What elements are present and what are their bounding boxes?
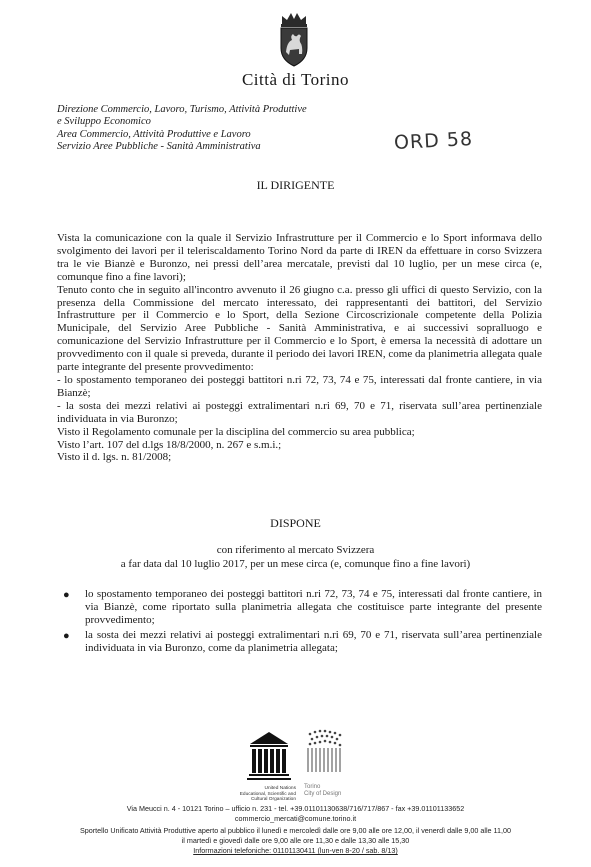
footer-hours: il martedì e giovedì dalle ore 9,00 alle ore 11,30 e dalle 13,30 alle 15,30 (181, 836, 410, 845)
department-block (57, 104, 307, 154)
caption-line: Cultural Organization (250, 797, 296, 803)
preamble-paragraph: Visto l’art. 107 del d.lgs 18/8/2000, n. 267 e s.m.i.; (57, 438, 282, 451)
city-name: Città di Torino (241, 70, 350, 89)
department-line: e Sviluppo Economico (57, 116, 151, 128)
document-title: IL DIRIGENTE (256, 178, 335, 192)
department-line: Servizio Aree Pubbliche - Sanità Amministrativa (57, 141, 261, 153)
footer-address: Via Meucci n. 4 - 10121 Torino – ufficio n. 231 - tel. +39.01101130638/716/717/867 - fax +39.01101133652 (126, 804, 465, 813)
preamble-paragraph: Tenuto conto che in seguito all'incontro avvenuto il 26 giugno c.a. presso gli uffici di questo Servizio, con la presenza della Commissione del mercato interessato, dei rappresentanti dei battitori, del Servizio Infrastrutture per il Commercio e lo Sport, della Sezione Circoscrizionale competente della Polizia Municipale, del Servizio Aree Pubbliche - Sanità Amministrativa, e ai successivi sopralluogo e comunicazione del Servizio Infrastrutture per il Commercio e lo Sport, è emersa la necessità di adottare un provvedimento con il quale si preveda, durante il periodo dei lavori IREN, come da planimetria allegata quale parte integrante del presente provvedimento: (57, 283, 542, 374)
dispone-intro-line: con riferimento al mercato Svizzera (216, 544, 375, 556)
caption-line: Educational, Scientific and (239, 791, 296, 797)
caption-line: Torino (304, 784, 321, 790)
preamble (57, 232, 542, 464)
phone-info-text: Informazioni telefoniche: 01101130411 (lun-ven 8-20 / sab. 8/13) (193, 846, 398, 855)
preamble-paragraph: - lo spostamento temporaneo dei posteggi battitori n.ri 72, 73, 74 e 75, interessati dal fronte cantiere, in via Bianzè; (57, 373, 542, 399)
unesco-caption (214, 786, 296, 803)
torino-creative-city-icon (304, 728, 348, 784)
list-item (57, 629, 542, 655)
dispone-intro-line: a far data dal 10 luglio 2017, per un mese circa (e, comunque fino a fine lavori) (120, 558, 471, 570)
list-item (57, 588, 542, 627)
footer-email[interactable]: commercio_mercati@comune.torino.it (234, 814, 357, 823)
footer-phone-info (0, 846, 591, 856)
dispone-list (57, 588, 542, 657)
footer-hours: Sportello Unificato Attività Produttive aperto al pubblico il lunedì e mercoledì dalle ore 9,00 alle ore 12,00, il venerdì dalle 9,00 alle 11,00 (80, 826, 511, 835)
caption-line: United Nations (264, 786, 296, 791)
preamble-paragraph: Vista la comunicazione con la quale il Servizio Infrastrutture per il Commercio e lo Sport informava dello svolgimento dei lavori per il teleriscaldamento Torino Nord da parte di IREN da effettuare in corso Svizzera tra le vie Bianzè e Buronzo, nei pressi dell’area mercatale, previsti dal 10 luglio, per un mese circa (e, comunque fino a fine lavori); (57, 232, 542, 283)
handwritten-order-number: ORD 58 (393, 127, 474, 155)
bullet-icon: ● (63, 629, 70, 642)
dispone-title: DISPONE (270, 516, 321, 530)
caption-line: City of Design (304, 791, 342, 797)
creative-city-caption (304, 784, 341, 798)
preamble-paragraph: Visto il d. lgs. n. 81/2008; (57, 451, 172, 464)
bullet-icon: ● (63, 589, 70, 601)
turin-coat-of-arms-icon (272, 10, 316, 68)
department-line: Direzione Commercio, Lavoro, Turismo, Attività Produttive (57, 104, 307, 115)
preamble-paragraph: - la sosta dei mezzi relativi ai posteggi extralimentari n.ri 69, 70 e 71, riservata sull’area pertinenziale individuata in via Buronzo; (57, 399, 542, 425)
preamble-paragraph: Visto il Regolamento comunale per la disciplina del commercio su area pubblica; (57, 425, 415, 438)
unesco-temple-icon (246, 728, 292, 784)
department-line: Area Commercio, Attività Produttive e Lavoro (57, 128, 251, 140)
list-item-text: la sosta dei mezzi relativi ai posteggi extralimentari n.ri 69, 70 e 71, riservata sull’area pertinenziale individuata in via Buronzo, come da planimetria allegata; (85, 628, 542, 654)
list-item-text: lo spostamento temporaneo dei posteggi battitori n.ri 72, 73, 74 e 75, interessati dal fronte cantiere, in via Bianzè, come riportato sulla planimetria allegata che costituisce parte integrante del presente provvedimento; (85, 588, 542, 626)
